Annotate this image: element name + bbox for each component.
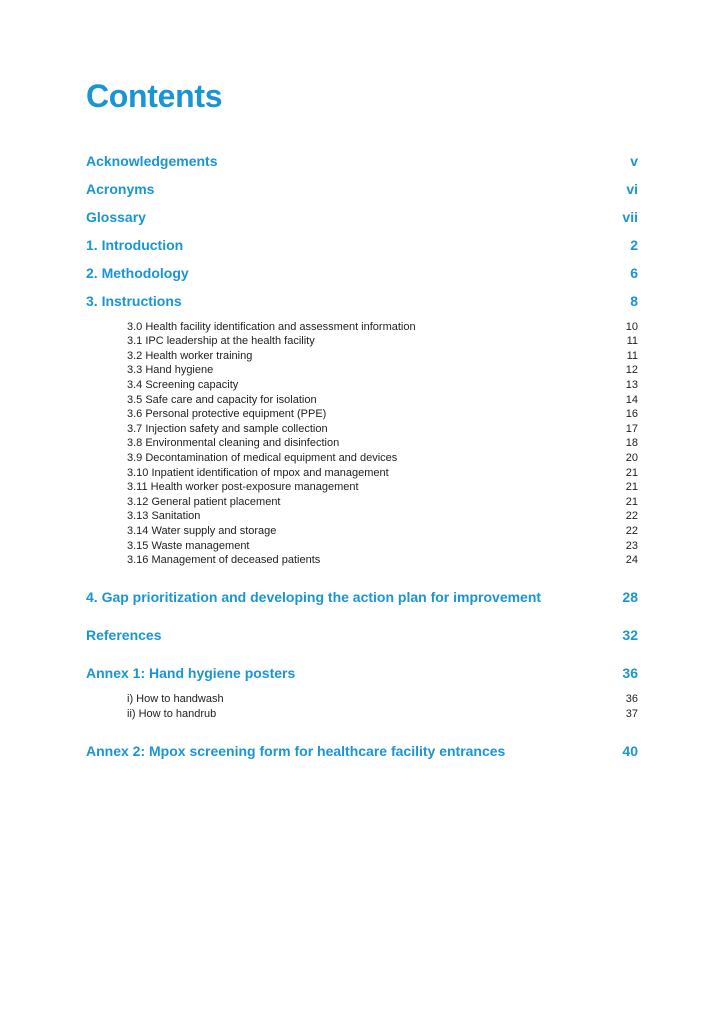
toc-subentry[interactable] xyxy=(127,407,638,422)
toc-entry-acronyms[interactable] xyxy=(86,179,638,199)
toc-subentry[interactable] xyxy=(127,553,638,568)
toc-subentry-label: 3.9 Decontamination of medical equipment and devices xyxy=(127,451,398,464)
toc-subentry[interactable] xyxy=(127,377,638,392)
toc-entry-label: Annex 1: Hand hygiene posters xyxy=(86,665,296,681)
toc-subentry-page: 23 xyxy=(625,539,638,552)
toc-entry-instructions[interactable] xyxy=(86,291,638,311)
toc-subentry[interactable] xyxy=(127,480,638,495)
toc-subentry[interactable] xyxy=(127,421,638,436)
toc-subentry-page: 22 xyxy=(625,510,638,523)
toc-subentry-label: 3.4 Screening capacity xyxy=(127,378,239,391)
toc-entry-acknowledgements[interactable] xyxy=(86,151,638,171)
toc-subentry-label: 3.13 Sanitation xyxy=(127,510,201,523)
toc-subentry-label: 3.10 Inpatient identification of mpox and management xyxy=(127,466,389,479)
toc-subentry-page: 37 xyxy=(625,707,638,720)
toc-subentry-label: 3.1 IPC leadership at the health facility xyxy=(127,335,315,348)
toc-subentry-label: 3.15 Waste management xyxy=(127,539,250,552)
toc-entry-label: Acknowledgements xyxy=(86,153,218,169)
toc-subentry-page: 21 xyxy=(625,466,638,479)
toc-entry-page: 8 xyxy=(630,293,638,309)
toc-subentry-page: 21 xyxy=(625,481,638,494)
toc-entry-annex-2[interactable] xyxy=(86,741,638,761)
toc-subentry-page: 24 xyxy=(625,554,638,567)
toc-subentry-page: 36 xyxy=(625,692,638,705)
toc-subentry-label: i) How to handwash xyxy=(127,692,224,705)
toc-subentry-page: 17 xyxy=(625,422,638,435)
toc-subentry-page: 16 xyxy=(625,408,638,421)
toc-subentry-label: 3.8 Environmental cleaning and disinfection xyxy=(127,437,340,450)
toc-subentry-page: 13 xyxy=(625,378,638,391)
toc-subentry[interactable] xyxy=(127,706,638,721)
page-title: Contents xyxy=(86,78,223,114)
toc-entry-label: 2. Methodology xyxy=(86,265,189,281)
toc-subentry-label: 3.0 Health facility identification and assessment information xyxy=(127,320,416,333)
toc-subentry-page: 12 xyxy=(625,364,638,377)
toc-subentry[interactable] xyxy=(127,334,638,349)
toc-subentry-page: 11 xyxy=(626,335,638,348)
toc-entry-page: 6 xyxy=(630,265,638,281)
toc-subentry[interactable] xyxy=(127,450,638,465)
toc-subentry-label: 3.14 Water supply and storage xyxy=(127,524,277,537)
toc-subentry[interactable] xyxy=(127,523,638,538)
toc-entry-label: Annex 2: Mpox screening form for healthcare facility entrances xyxy=(86,743,506,759)
toc-subentry-label: 3.12 General patient placement xyxy=(127,495,281,508)
toc-subentry-page: 14 xyxy=(625,393,638,406)
toc-entry-page: 32 xyxy=(622,627,638,643)
toc-entry-page: v xyxy=(630,153,638,169)
toc-entry-glossary[interactable] xyxy=(86,207,638,227)
toc-subentry-label: 3.11 Health worker post-exposure management xyxy=(127,481,359,494)
toc-subentry-label: 3.7 Injection safety and sample collection xyxy=(127,422,328,435)
toc-subentry[interactable] xyxy=(127,465,638,480)
toc-subentry[interactable] xyxy=(127,436,638,451)
toc-entry-page: 28 xyxy=(622,589,638,605)
toc-entry-page: vii xyxy=(622,209,638,225)
toc-subentry[interactable] xyxy=(127,691,638,706)
toc-subentry-label: 3.6 Personal protective equipment (PPE) xyxy=(127,408,327,421)
toc-entry-page: 36 xyxy=(622,665,638,681)
toc-subentry-page: 11 xyxy=(626,349,638,362)
toc-subentry-label: 3.2 Health worker training xyxy=(127,349,253,362)
toc-entry-annex-1[interactable] xyxy=(86,663,638,683)
toc-subentry[interactable] xyxy=(127,494,638,509)
toc-subentry-page: 21 xyxy=(625,495,638,508)
toc-subentry[interactable] xyxy=(127,363,638,378)
toc-entry-label: Acronyms xyxy=(86,181,155,197)
toc-entry-page: vi xyxy=(626,181,638,197)
toc-subentry-label: ii) How to handrub xyxy=(127,707,217,720)
toc-subentry[interactable] xyxy=(127,319,638,334)
toc-subentry-page: 18 xyxy=(625,437,638,450)
toc-subentry-label: 3.16 Management of deceased patients xyxy=(127,554,321,567)
toc-subentry-page: 10 xyxy=(625,320,638,333)
toc-entry-label: 1. Introduction xyxy=(86,237,184,253)
toc-entry-label: Glossary xyxy=(86,209,146,225)
toc-subentry[interactable] xyxy=(127,392,638,407)
toc-subentry[interactable] xyxy=(127,538,638,553)
toc-subentry-label: 3.3 Hand hygiene xyxy=(127,364,214,377)
toc-subentry[interactable] xyxy=(127,348,638,363)
toc-entry-label: References xyxy=(86,627,162,643)
toc-entry-page: 2 xyxy=(630,237,638,253)
toc-entry-page: 40 xyxy=(622,743,638,759)
toc-entry-gap-prioritization[interactable] xyxy=(86,587,638,607)
toc-entry-introduction[interactable] xyxy=(86,235,638,255)
toc-subentry-page: 20 xyxy=(625,451,638,464)
toc-entry-methodology[interactable] xyxy=(86,263,638,283)
toc-subentry-label: 3.5 Safe care and capacity for isolation xyxy=(127,393,317,406)
toc-entry-label: 3. Instructions xyxy=(86,293,182,309)
toc-entry-references[interactable] xyxy=(86,625,638,645)
toc-subentry[interactable] xyxy=(127,509,638,524)
toc-entry-label: 4. Gap prioritization and developing the action plan for improvement xyxy=(86,589,542,605)
toc-subentry-page: 22 xyxy=(625,524,638,537)
